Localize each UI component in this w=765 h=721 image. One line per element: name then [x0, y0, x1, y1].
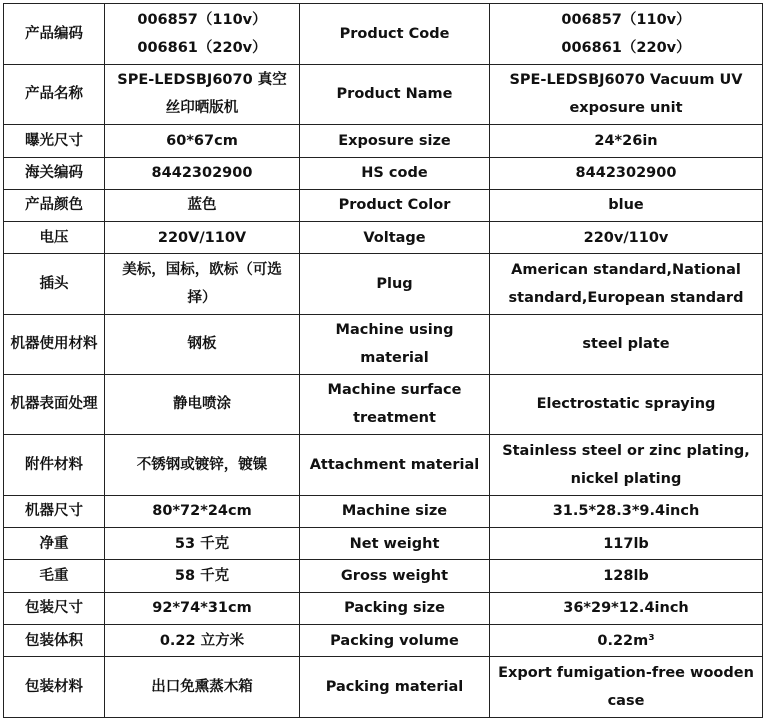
- cn-label-cell: [4, 374, 105, 435]
- cn-label: 附件材料: [25, 457, 83, 473]
- en-value-line: 128lb: [603, 568, 649, 585]
- cn-label: 包装体积: [25, 632, 83, 649]
- table-row: [4, 657, 763, 718]
- cn-label-cell: [4, 64, 105, 125]
- en-value-line: 31.5*28.3*9.4inch: [552, 503, 700, 520]
- cn-label: 机器使用材料: [10, 336, 98, 353]
- table-row: [4, 189, 763, 221]
- en-label-cell: [300, 625, 490, 657]
- cn-value-line: 美标，国标，欧标（可选: [122, 262, 282, 279]
- table-row: [4, 528, 763, 560]
- en-value-cell: [490, 64, 763, 125]
- cn-label: 毛重: [39, 568, 69, 585]
- en-label-cell: [300, 315, 490, 375]
- en-value-line: Export fumigation-free wooden: [498, 665, 754, 682]
- cn-value-line: 不锈钢或镀锌，镀镍: [136, 457, 268, 473]
- cn-label-cell: [4, 560, 105, 592]
- en-value-line: 006857（110v）: [561, 11, 691, 28]
- cn-label-cell: [4, 125, 105, 157]
- cn-value-cell: [105, 625, 300, 657]
- en-value-line: blue: [608, 197, 644, 214]
- en-value-cell: [490, 315, 763, 375]
- en-label-line: Machine surface: [327, 382, 462, 399]
- cn-label-cell: [4, 657, 105, 718]
- en-label: Voltage: [363, 229, 426, 246]
- en-value-line: 24*26in: [594, 132, 658, 149]
- en-value-line: case: [607, 693, 645, 710]
- cn-label: 产品名称: [25, 86, 83, 103]
- cn-value-line: 60*67cm: [166, 132, 238, 149]
- cn-label-cell: [4, 157, 105, 189]
- cn-label-cell: [4, 625, 105, 657]
- en-label: Gross weight: [340, 568, 449, 585]
- cn-label: 机器尺寸: [25, 503, 83, 520]
- en-value-line: 117lb: [603, 535, 649, 552]
- table-row: [4, 157, 763, 189]
- cn-value-line: 蓝色: [187, 197, 217, 214]
- en-label: Product Code: [339, 25, 450, 42]
- cn-value-line: 80*72*24cm: [152, 503, 252, 520]
- cn-value-cell: [105, 157, 300, 189]
- en-label-cell: [300, 560, 490, 592]
- en-value-line: standard,European standard: [508, 290, 744, 307]
- en-label: Product Color: [338, 197, 451, 214]
- en-label: Product Name: [336, 86, 453, 103]
- cn-value-line: 8442302900: [151, 165, 253, 182]
- cn-label: 电压: [39, 229, 69, 246]
- en-label-cell: [300, 374, 490, 435]
- en-label-cell: [300, 254, 490, 315]
- en-label-cell: [300, 222, 490, 254]
- en-label-cell: [300, 435, 490, 496]
- cn-value-line: 钢板: [187, 336, 217, 353]
- en-value-cell: [490, 435, 763, 496]
- en-value-cell: [490, 125, 763, 157]
- cn-value-cell: [105, 374, 300, 435]
- cn-value-line: SPE-LEDSBJ6070 真空: [117, 72, 287, 89]
- en-value-cell: [490, 495, 763, 527]
- en-label-cell: [300, 64, 490, 125]
- cn-value-line: 出口免熏蒸木箱: [151, 679, 253, 696]
- cn-value-cell: [105, 560, 300, 592]
- cn-value-cell: [105, 592, 300, 624]
- table-row: [4, 495, 763, 527]
- en-label: Plug: [376, 276, 413, 293]
- cn-label-cell: [4, 254, 105, 315]
- en-value-line: 220v/110v: [583, 229, 669, 246]
- cn-label: 包装材料: [25, 679, 83, 696]
- en-label: Net weight: [349, 535, 440, 552]
- cn-label-cell: [4, 495, 105, 527]
- table-row: [4, 592, 763, 624]
- cn-label: 包装尺寸: [25, 600, 83, 617]
- spec-table: [3, 3, 763, 718]
- cn-value-line: 92*74*31cm: [152, 600, 252, 617]
- table-row: [4, 125, 763, 157]
- en-label-cell: [300, 528, 490, 560]
- en-label: HS code: [361, 165, 428, 182]
- cn-value-cell: [105, 495, 300, 527]
- en-value-line: exposure unit: [569, 100, 683, 117]
- table-row: [4, 4, 763, 65]
- cn-value-line: 220V/110V: [157, 229, 247, 246]
- en-value-cell: [490, 157, 763, 189]
- en-label: Attachment material: [309, 457, 480, 473]
- cn-label: 机器表面处理: [10, 396, 98, 413]
- en-value-cell: [490, 528, 763, 560]
- cn-value-cell: [105, 125, 300, 157]
- en-value-line: SPE-LEDSBJ6070 Vacuum UV: [509, 72, 743, 89]
- en-label-line: treatment: [353, 410, 436, 427]
- cn-value-cell: [105, 435, 300, 496]
- en-label-cell: [300, 657, 490, 718]
- en-value-cell: [490, 254, 763, 315]
- cn-label-cell: [4, 528, 105, 560]
- en-label-cell: [300, 125, 490, 157]
- en-label: Packing material: [325, 679, 464, 696]
- en-label: Machine using material: [335, 322, 454, 367]
- cn-label: 曝光尺寸: [25, 132, 83, 149]
- cn-label: 产品编码: [25, 25, 83, 42]
- cn-value-line: 静电喷涂: [173, 396, 231, 413]
- cn-label: 产品颜色: [25, 197, 83, 214]
- en-value-cell: [490, 625, 763, 657]
- cn-label: 海关编码: [25, 165, 83, 182]
- en-value-line: 8442302900: [575, 165, 677, 182]
- en-value-cell: [490, 592, 763, 624]
- en-value-line: 006861（220v）: [561, 39, 691, 56]
- cn-value-line: 择）: [187, 290, 217, 307]
- cn-value-line: 58 千克: [174, 568, 230, 585]
- table-row: [4, 435, 763, 496]
- table-row: [4, 560, 763, 592]
- en-value-line: nickel plating: [570, 471, 682, 487]
- cn-value-cell: [105, 315, 300, 375]
- en-label-cell: [300, 592, 490, 624]
- table-row: [4, 64, 763, 125]
- cn-value-cell: [105, 4, 300, 65]
- en-value-line: steel plate: [582, 336, 670, 353]
- cn-value-cell: [105, 64, 300, 125]
- en-value-cell: [490, 189, 763, 221]
- en-label-cell: [300, 495, 490, 527]
- en-value-line: American standard,National: [511, 262, 741, 279]
- table-row: [4, 374, 763, 435]
- en-label: Machine size: [341, 503, 448, 520]
- cn-value-cell: [105, 254, 300, 315]
- cn-value-cell: [105, 222, 300, 254]
- en-value-cell: [490, 374, 763, 435]
- en-label: Packing size: [344, 600, 445, 617]
- cn-value-cell: [105, 189, 300, 221]
- cn-value-cell: [105, 657, 300, 718]
- cn-label-cell: [4, 189, 105, 221]
- cn-label-cell: [4, 592, 105, 624]
- table-row: [4, 625, 763, 657]
- en-label-cell: [300, 4, 490, 65]
- cn-value-line: 丝印晒版机: [165, 100, 239, 117]
- cn-label-cell: [4, 222, 105, 254]
- cn-value-line: 53 千克: [174, 535, 230, 552]
- cn-label: 插头: [39, 276, 69, 293]
- en-value-line: 36*29*12.4inch: [563, 600, 689, 617]
- en-value-cell: [490, 560, 763, 592]
- cn-value-line: 0.22 立方米: [159, 632, 245, 649]
- cn-label: 净重: [39, 535, 69, 552]
- en-label-cell: [300, 157, 490, 189]
- cn-value-line: 006857（110v）: [137, 11, 267, 28]
- en-label: Exposure size: [338, 132, 451, 149]
- en-value-line: Stainless steel or zinc plating,: [502, 443, 750, 459]
- cn-label-cell: [4, 315, 105, 375]
- table-row: [4, 254, 763, 315]
- en-value-cell: [490, 222, 763, 254]
- en-label-cell: [300, 189, 490, 221]
- cn-label-cell: [4, 435, 105, 496]
- en-value-cell: [490, 4, 763, 65]
- en-value-line: Electrostatic spraying: [536, 396, 716, 413]
- cn-value-cell: [105, 528, 300, 560]
- cn-label-cell: [4, 4, 105, 65]
- table-row: [4, 315, 763, 375]
- en-value-cell: [490, 657, 763, 718]
- en-label: Packing volume: [330, 632, 459, 649]
- cn-value-line: 006861（220v）: [137, 39, 267, 56]
- table-row: [4, 222, 763, 254]
- en-value-line: 0.22m³: [597, 632, 655, 649]
